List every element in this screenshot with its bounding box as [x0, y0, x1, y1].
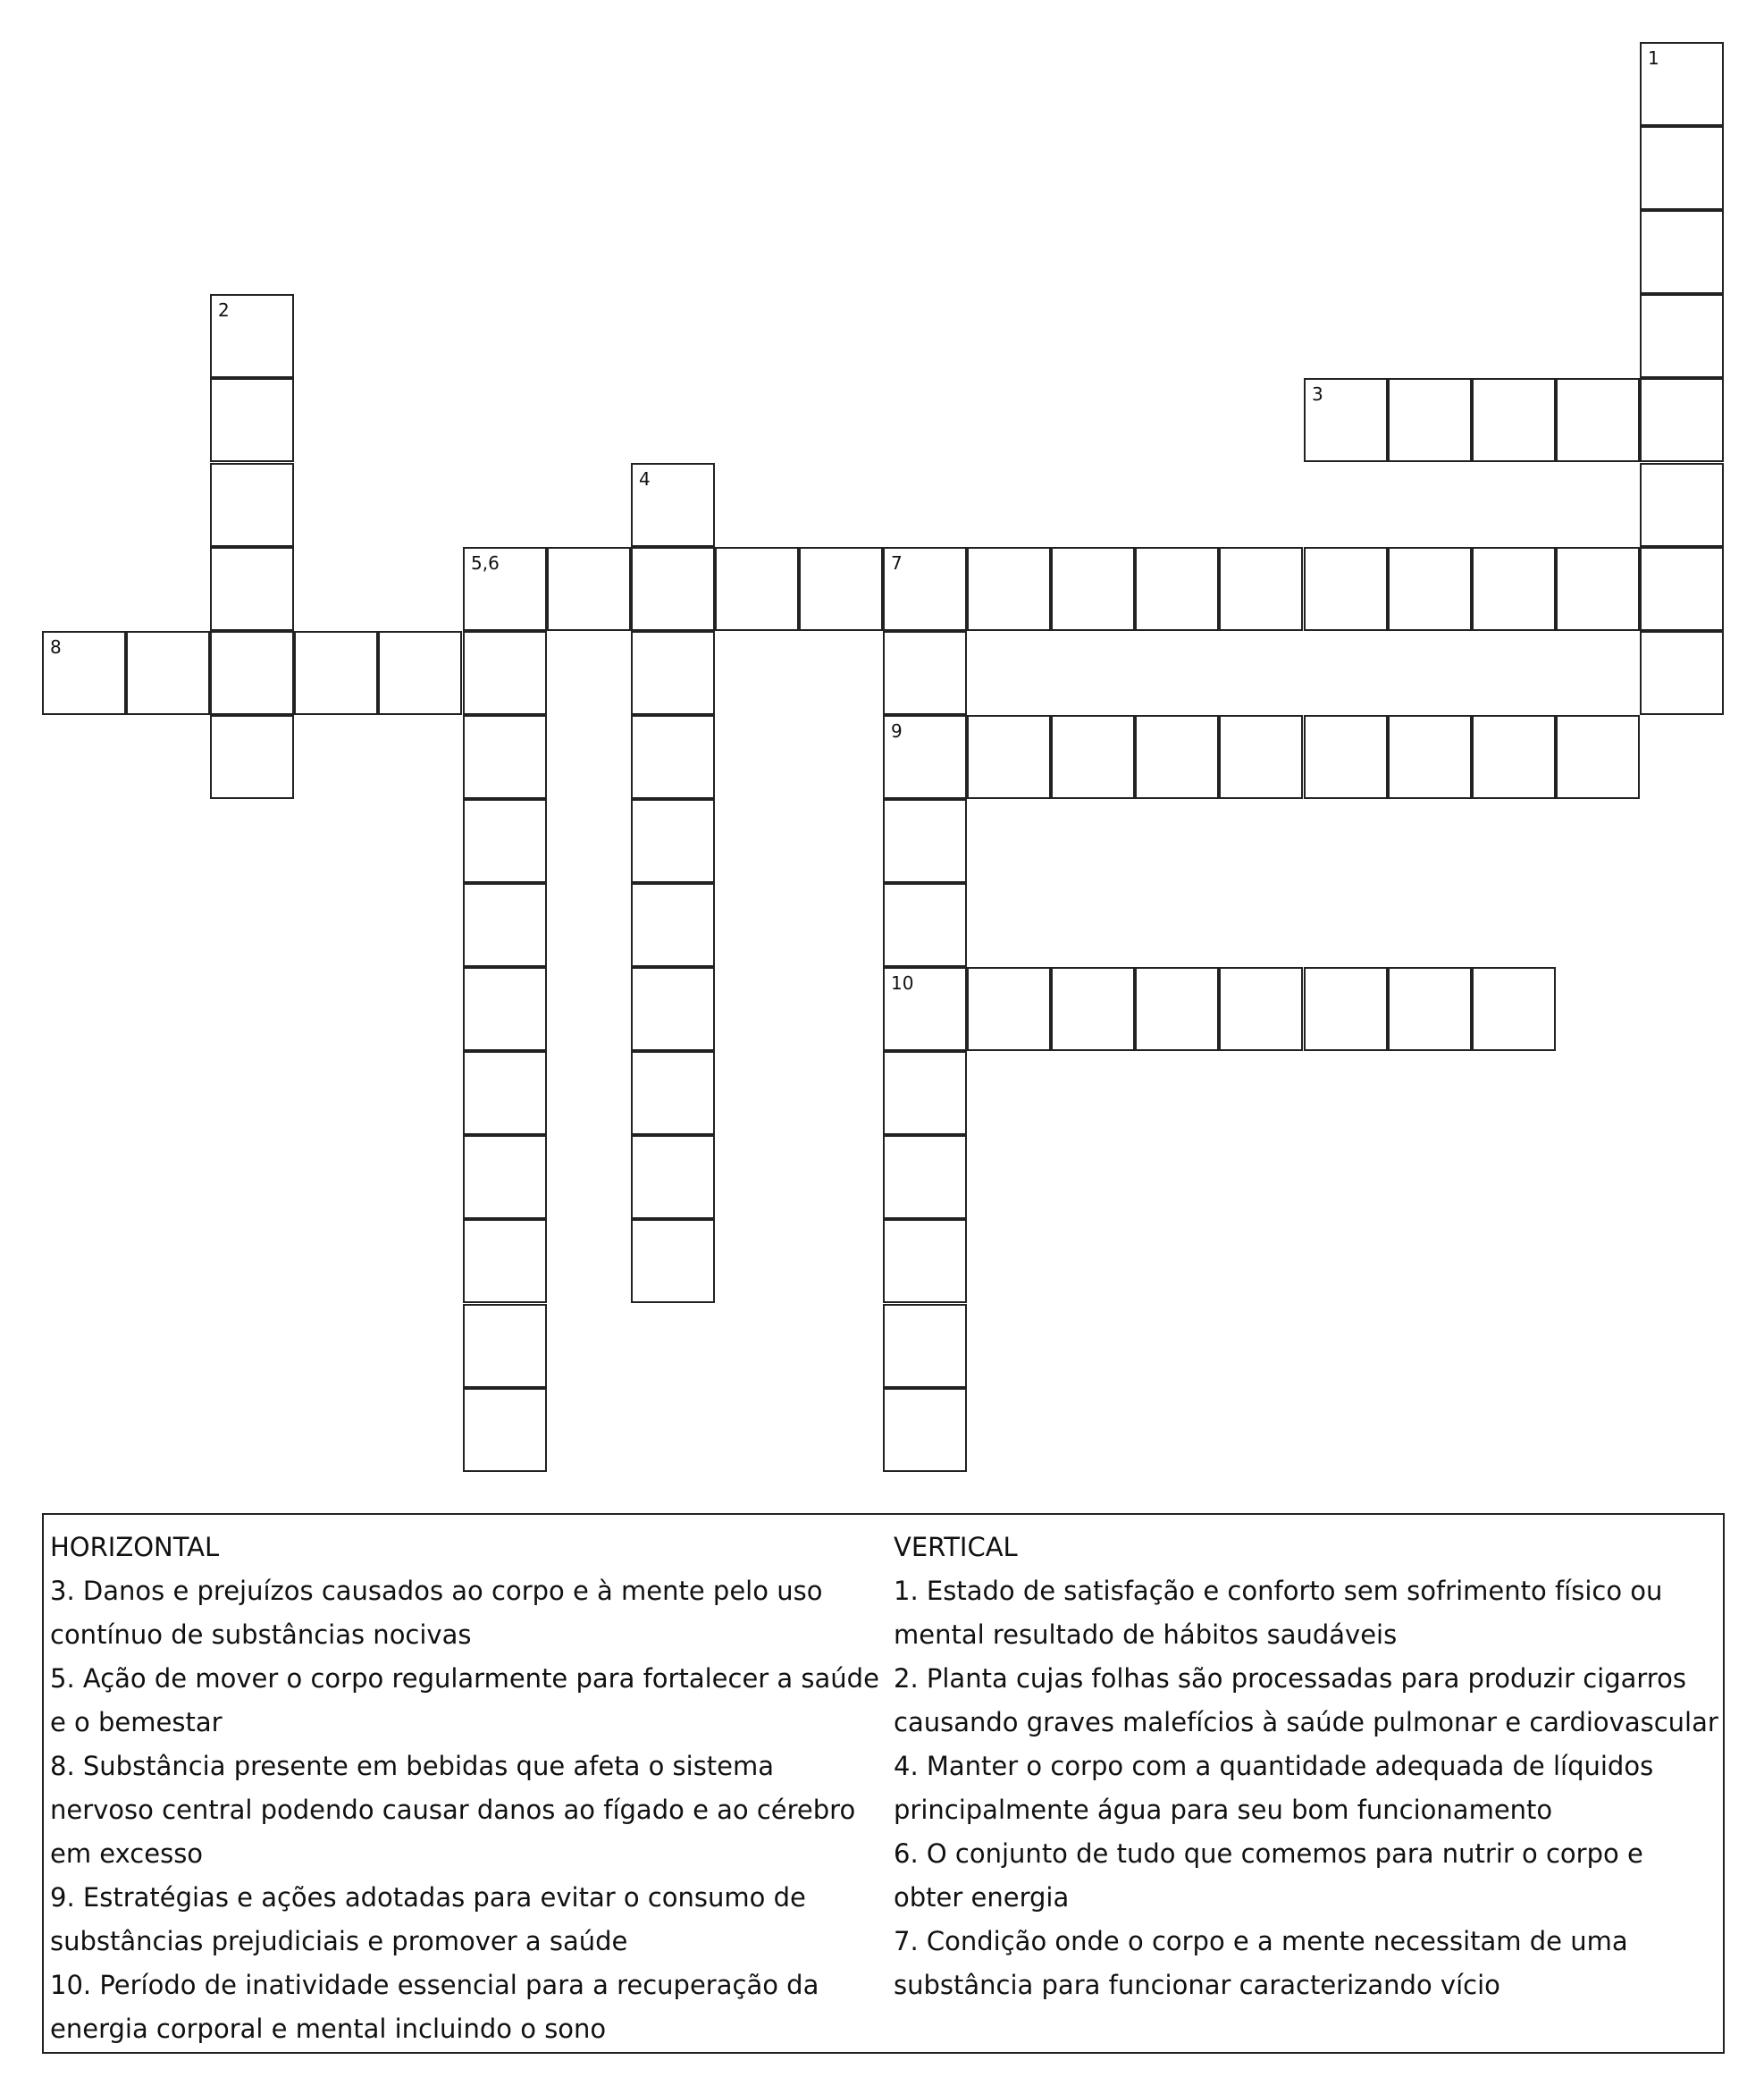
grid-cell[interactable]	[631, 547, 715, 631]
grid-cell[interactable]	[1472, 715, 1556, 799]
grid-cell[interactable]	[1640, 547, 1724, 631]
grid-cell[interactable]	[1388, 967, 1472, 1051]
grid-cell[interactable]	[715, 547, 799, 631]
grid-cell[interactable]	[1388, 378, 1472, 462]
grid-cell[interactable]	[1556, 715, 1640, 799]
clue-vertical-1: 1. Estado de satisfação e conforto sem sofrimento físico ou mental resultado de hábitos saudáveis	[894, 1576, 1663, 1650]
grid-cell[interactable]	[631, 463, 715, 547]
horizontal-clues	[50, 1526, 886, 2051]
grid-cell[interactable]	[1640, 463, 1724, 547]
grid-cell[interactable]	[1135, 967, 1219, 1051]
grid-cell[interactable]	[1640, 126, 1724, 210]
grid-cell[interactable]	[799, 547, 883, 631]
grid-cell[interactable]	[967, 967, 1051, 1051]
grid-cell[interactable]	[378, 631, 462, 715]
grid-cell[interactable]	[210, 463, 294, 547]
clue-number: 5,6	[471, 552, 500, 574]
grid-cell[interactable]	[631, 1051, 715, 1135]
clue-horizontal-3: 3. Danos e prejuízos causados ao corpo e à mente pelo uso contínuo de substâncias nocivas	[50, 1576, 823, 1650]
grid-cell[interactable]	[463, 799, 547, 883]
grid-cell[interactable]	[1304, 378, 1388, 462]
grid-cell[interactable]	[1472, 378, 1556, 462]
grid-cell[interactable]	[1640, 42, 1724, 126]
grid-cell[interactable]	[1304, 967, 1388, 1051]
grid-cell[interactable]	[883, 1051, 967, 1135]
clue-number: 8	[50, 636, 62, 658]
clue-number: 1	[1648, 47, 1659, 69]
grid-cell[interactable]	[1472, 547, 1556, 631]
grid-cell[interactable]	[126, 631, 210, 715]
grid-cell[interactable]	[1051, 967, 1135, 1051]
grid-cell[interactable]	[883, 547, 967, 631]
clue-vertical-7: 7. Condição onde o corpo e a mente necessitam de uma substância para funcionar caracterizando vício	[894, 1926, 1628, 2000]
vertical-heading: VERTICAL	[894, 1532, 1018, 1562]
grid-cell[interactable]	[883, 1304, 967, 1388]
vertical-clues	[894, 1526, 1720, 2007]
grid-cell[interactable]	[210, 715, 294, 799]
grid-cell[interactable]	[1388, 715, 1472, 799]
grid-cell[interactable]	[1388, 547, 1472, 631]
grid-cell[interactable]	[463, 1388, 547, 1472]
grid-cell[interactable]	[210, 294, 294, 378]
clue-horizontal-10: 10. Período de inatividade essencial para a recuperação da energia corporal e mental incluindo o sono	[50, 1970, 819, 2044]
grid-cell[interactable]	[463, 883, 547, 967]
grid-cell[interactable]	[463, 967, 547, 1051]
grid-cell[interactable]	[210, 378, 294, 462]
grid-cell[interactable]	[463, 1219, 547, 1303]
grid-cell[interactable]	[463, 547, 547, 631]
grid-cell[interactable]	[631, 1219, 715, 1303]
grid-cell[interactable]	[210, 547, 294, 631]
grid-cell[interactable]	[1051, 715, 1135, 799]
grid-cell[interactable]	[631, 631, 715, 715]
grid-cell[interactable]	[631, 1135, 715, 1219]
grid-cell[interactable]	[463, 631, 547, 715]
grid-cell[interactable]	[547, 547, 631, 631]
grid-cell[interactable]	[883, 1388, 967, 1472]
grid-cell[interactable]	[967, 547, 1051, 631]
grid-cell[interactable]	[1472, 967, 1556, 1051]
clues-box	[42, 1513, 1725, 2054]
grid-cell[interactable]	[1135, 547, 1219, 631]
clue-horizontal-5: 5. Ação de mover o corpo regularmente para fortalecer a saúde e o bemestar	[50, 1663, 879, 1737]
clue-horizontal-8: 8. Substância presente em bebidas que afeta o sistema nervoso central podendo causar danos ao fígado e ao cérebro em excesso	[50, 1751, 856, 1869]
grid-cell[interactable]	[883, 1219, 967, 1303]
grid-cell[interactable]	[1640, 210, 1724, 294]
grid-cell[interactable]	[1640, 631, 1724, 715]
grid-cell[interactable]	[463, 1051, 547, 1135]
grid-cell[interactable]	[1640, 294, 1724, 378]
grid-cell[interactable]	[631, 883, 715, 967]
grid-cell[interactable]	[631, 715, 715, 799]
grid-cell[interactable]	[1051, 547, 1135, 631]
grid-cell[interactable]	[210, 631, 294, 715]
grid-cell[interactable]	[883, 799, 967, 883]
grid-cell[interactable]	[883, 1135, 967, 1219]
clue-number: 2	[218, 299, 230, 321]
grid-cell[interactable]	[631, 799, 715, 883]
grid-cell[interactable]	[294, 631, 378, 715]
grid-cell[interactable]	[1135, 715, 1219, 799]
grid-cell[interactable]	[42, 631, 126, 715]
clue-number: 7	[891, 552, 903, 574]
grid-cell[interactable]	[883, 883, 967, 967]
grid-cell[interactable]	[463, 715, 547, 799]
grid-cell[interactable]	[463, 1304, 547, 1388]
clue-vertical-2: 2. Planta cujas folhas são processadas para produzir cigarros causando graves malefícios à saúde pulmonar e cardiovascular	[894, 1663, 1718, 1737]
grid-cell[interactable]	[1304, 547, 1388, 631]
grid-cell[interactable]	[967, 715, 1051, 799]
clue-number: 4	[639, 468, 651, 490]
horizontal-heading: HORIZONTAL	[50, 1532, 220, 1562]
grid-cell[interactable]	[463, 1135, 547, 1219]
clue-vertical-4: 4. Manter o corpo com a quantidade adequada de líquidos principalmente água para seu bom funcionamento	[894, 1751, 1654, 1825]
clue-number: 10	[891, 972, 914, 994]
grid-cell[interactable]	[1219, 967, 1303, 1051]
clue-number: 3	[1312, 383, 1323, 405]
clue-horizontal-9: 9. Estratégias e ações adotadas para evitar o consumo de substâncias prejudiciais e promover a saúde	[50, 1882, 806, 1956]
grid-cell[interactable]	[883, 967, 967, 1051]
grid-cell[interactable]	[883, 631, 967, 715]
grid-cell[interactable]	[1640, 378, 1724, 462]
grid-cell[interactable]	[1556, 547, 1640, 631]
grid-cell[interactable]	[1556, 378, 1640, 462]
grid-cell[interactable]	[1304, 715, 1388, 799]
grid-cell[interactable]	[1219, 547, 1303, 631]
grid-cell[interactable]	[883, 715, 967, 799]
clue-number: 9	[891, 720, 903, 742]
grid-cell[interactable]	[631, 967, 715, 1051]
clue-vertical-6: 6. O conjunto de tudo que comemos para nutrir o corpo e obter energia	[894, 1838, 1643, 1913]
grid-cell[interactable]	[1219, 715, 1303, 799]
